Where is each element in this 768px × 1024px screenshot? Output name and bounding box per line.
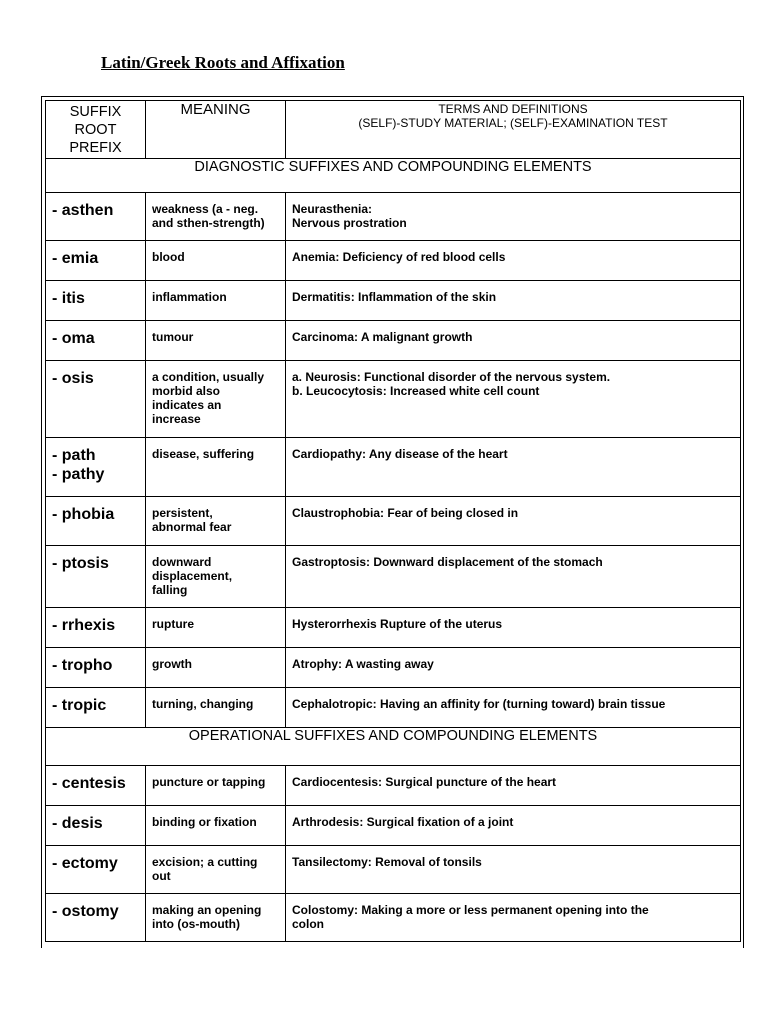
root-cell <box>46 806 146 846</box>
meaning-text: displacement, <box>152 569 233 583</box>
meaning-text: morbid also <box>152 384 221 398</box>
table-row <box>46 766 741 806</box>
table-row <box>46 608 741 648</box>
terms-cell <box>286 241 741 281</box>
root-text: - oma <box>52 330 95 347</box>
meaning-text: binding or fixation <box>152 815 257 829</box>
root-text: - osis <box>52 370 94 387</box>
terms-cell <box>286 688 741 728</box>
table-row <box>46 193 741 241</box>
meaning-cell <box>146 281 286 321</box>
root-cell <box>46 894 146 942</box>
table-row <box>46 688 741 728</box>
root-cell <box>46 497 146 546</box>
terms-text: Cephalotropic: Having an affinity for (turning toward) brain tissue <box>292 697 666 711</box>
meaning-cell <box>146 608 286 648</box>
terms-text: Carcinoma: A malignant growth <box>292 330 473 344</box>
meaning-text: rupture <box>152 617 194 631</box>
meaning-text: a condition, usually <box>152 370 265 384</box>
meaning-cell <box>146 241 286 281</box>
table-row <box>46 894 741 942</box>
meaning-text: into (os-mouth) <box>152 917 240 931</box>
meaning-text: abnormal fear <box>152 520 232 534</box>
root-text: - tropic <box>52 697 107 714</box>
table-row <box>46 546 741 608</box>
terms-text: Neurasthenia: <box>292 202 373 216</box>
root-cell <box>46 688 146 728</box>
terms-cell <box>286 361 741 438</box>
table-row <box>46 497 741 546</box>
terms-text: Tansilectomy: Removal of tonsils <box>292 855 482 869</box>
meaning-text: making an opening <box>152 903 262 917</box>
meaning-text: and sthen-strength) <box>152 216 265 230</box>
meaning-cell <box>146 766 286 806</box>
terms-text: Nervous prostration <box>292 216 407 230</box>
table-row <box>46 361 741 438</box>
root-cell <box>46 546 146 608</box>
terms-text: Dermatitis: Inflammation of the skin <box>292 290 497 304</box>
terms-cell <box>286 846 741 894</box>
root-cell <box>46 361 146 438</box>
terms-cell <box>286 766 741 806</box>
meaning-text: disease, suffering <box>152 447 255 461</box>
table-row <box>46 321 741 361</box>
meaning-cell <box>146 846 286 894</box>
section-title: DIAGNOSTIC SUFFIXES AND COMPOUNDING ELEMENTS <box>46 159 741 193</box>
root-cell <box>46 438 146 497</box>
header-terms-line: TERMS AND DEFINITIONS <box>438 102 588 116</box>
terms-text: Cardiocentesis: Surgical puncture of the heart <box>292 775 557 789</box>
terms-cell <box>286 648 741 688</box>
terms-cell <box>286 281 741 321</box>
terms-text: Atrophy: A wasting away <box>292 657 434 671</box>
terms-cell <box>286 546 741 608</box>
terms-text: a. Neurosis: Functional disorder of the nervous system. <box>292 370 611 384</box>
terms-cell <box>286 193 741 241</box>
terms-text: Claustrophobia: Fear of being closed in <box>292 506 519 520</box>
table-row <box>46 648 741 688</box>
terms-text: Anemia: Deficiency of red blood cells <box>292 250 506 264</box>
meaning-cell <box>146 321 286 361</box>
root-cell <box>46 766 146 806</box>
section-row <box>46 159 741 193</box>
meaning-cell <box>146 546 286 608</box>
header-root-line: SUFFIX <box>69 104 122 120</box>
terms-cell <box>286 894 741 942</box>
root-text: - centesis <box>52 775 126 792</box>
terms-cell <box>286 497 741 546</box>
meaning-cell <box>146 894 286 942</box>
meaning-text: growth <box>152 657 192 671</box>
meaning-text: downward <box>152 555 212 569</box>
meaning-text: excision; a cutting <box>152 855 258 869</box>
meaning-text: blood <box>152 250 185 264</box>
terms-text: Cardiopathy: Any disease of the heart <box>292 447 508 461</box>
root-cell <box>46 648 146 688</box>
meaning-text: indicates an <box>152 398 222 412</box>
terms-text: b. Leucocytosis: Increased white cell count <box>292 384 540 398</box>
terms-cell <box>286 608 741 648</box>
table-row <box>46 281 741 321</box>
meaning-cell <box>146 806 286 846</box>
terms-cell <box>286 438 741 497</box>
table-row <box>46 241 741 281</box>
meaning-cell <box>146 438 286 497</box>
root-text: - phobia <box>52 506 115 523</box>
meaning-text: persistent, <box>152 506 213 520</box>
meaning-text: tumour <box>152 330 194 344</box>
root-cell <box>46 281 146 321</box>
terms-cell <box>286 806 741 846</box>
meaning-cell <box>146 193 286 241</box>
terms-cell <box>286 321 741 361</box>
table-row <box>46 438 741 497</box>
root-cell <box>46 608 146 648</box>
terms-text: Hysterorrhexis Rupture of the uterus <box>292 617 503 631</box>
meaning-cell <box>146 361 286 438</box>
root-text: - tropho <box>52 657 113 674</box>
root-text: - ptosis <box>52 555 109 572</box>
header-root-cell <box>46 101 146 159</box>
root-text: - rrhexis <box>52 617 116 634</box>
root-cell <box>46 241 146 281</box>
header-meaning-cell: MEANING <box>146 101 286 159</box>
terms-text: colon <box>292 917 324 931</box>
header-terms-cell <box>286 101 741 159</box>
section-title: OPERATIONAL SUFFIXES AND COMPOUNDING ELEMENTS <box>46 728 741 766</box>
root-cell <box>46 321 146 361</box>
table-row <box>46 806 741 846</box>
meaning-cell <box>146 497 286 546</box>
meaning-text: turning, changing <box>152 697 254 711</box>
header-terms-line: (SELF)-STUDY MATERIAL; (SELF)-EXAMINATION TEST <box>358 116 668 130</box>
meaning-text: weakness (a - neg. <box>152 202 259 216</box>
terms-text: Arthrodesis: Surgical fixation of a joint <box>292 815 514 829</box>
meaning-text: increase <box>152 412 201 426</box>
root-text: - emia <box>52 250 99 267</box>
terms-text: Gastroptosis: Downward displacement of the stomach <box>292 555 603 569</box>
root-text: - itis <box>52 290 85 307</box>
meaning-text: out <box>152 869 171 883</box>
root-text: - desis <box>52 815 103 832</box>
root-text: - pathy <box>52 466 105 483</box>
page-title: Latin/Greek Roots and Affixation <box>101 53 345 72</box>
root-text: - asthen <box>52 202 114 219</box>
meaning-text: falling <box>152 583 188 597</box>
table-row <box>46 846 741 894</box>
terms-text: Colostomy: Making a more or less permanent opening into the <box>292 903 649 917</box>
meaning-cell <box>146 648 286 688</box>
meaning-text: puncture or tapping <box>152 775 266 789</box>
root-cell <box>46 846 146 894</box>
header-root-line: ROOT <box>74 122 117 138</box>
roots-table <box>45 100 741 942</box>
root-cell <box>46 193 146 241</box>
section-row <box>46 728 741 766</box>
header-root-line: PREFIX <box>69 140 122 156</box>
root-text: - ectomy <box>52 855 118 872</box>
meaning-cell <box>146 688 286 728</box>
meaning-text: inflammation <box>152 290 227 304</box>
header-row <box>46 101 741 159</box>
root-text: - path <box>52 447 96 464</box>
root-text: - ostomy <box>52 903 119 920</box>
